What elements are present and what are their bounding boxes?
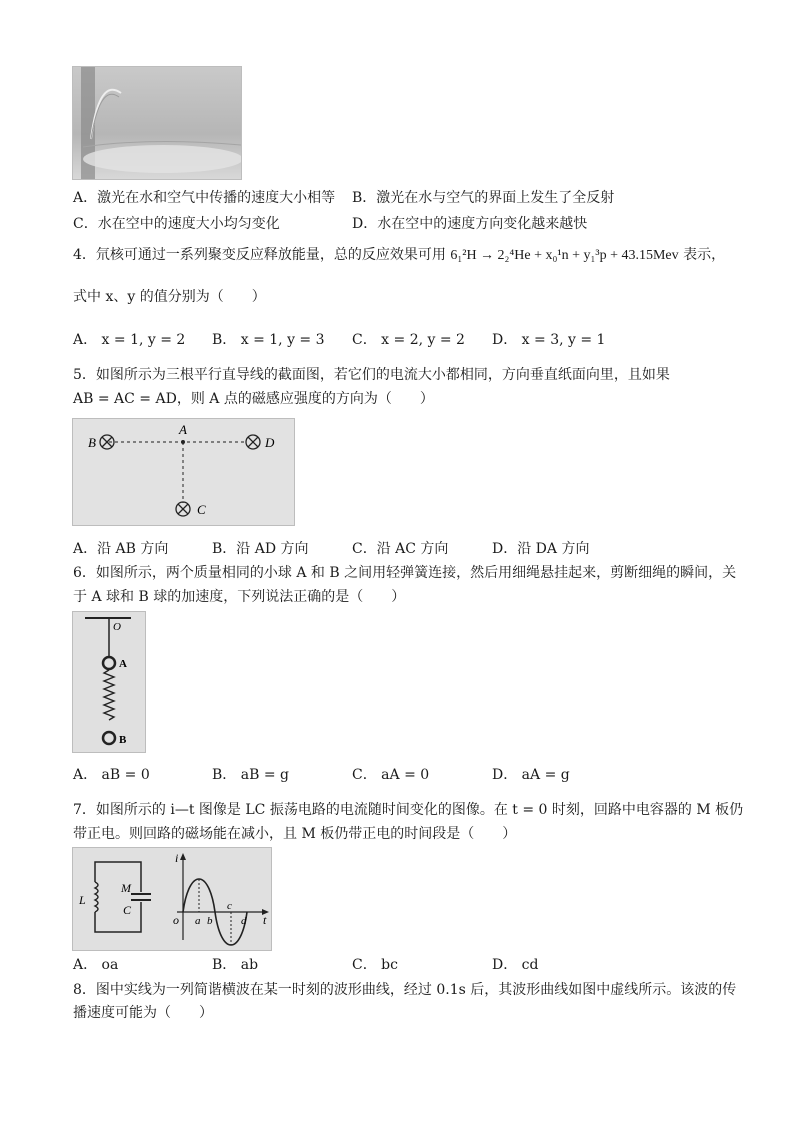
lc-circuit-figure: [72, 847, 272, 951]
q4-stem-part1: 4．氘核可通过一系列聚变反应释放能量，总的反应效果可用: [73, 247, 446, 263]
label-c: C: [123, 903, 132, 917]
laser-water-photo: [72, 66, 242, 180]
q4-option-a: A． x = 1, y = 2: [73, 332, 186, 348]
q6-option-c: C． aA = 0: [352, 767, 430, 783]
point-a: [181, 440, 185, 444]
label-b: b: [207, 915, 213, 927]
q5-option-a: A．沿 AB 方向: [73, 541, 169, 557]
q5-option-c: C．沿 AC 方向: [352, 541, 449, 557]
laser-water-photo-drawing: [73, 67, 241, 179]
q5-stem-line2: AB = AC = AD，则 A 点的磁感应强度的方向为（ ）: [73, 391, 434, 407]
label-b: B: [88, 435, 96, 450]
wire-d-icon: [246, 435, 260, 449]
label-t: t: [263, 913, 267, 927]
wire-c-icon: [176, 502, 190, 516]
q4-option-c: C． x = 2, y = 2: [352, 332, 465, 348]
q3-option-d: D．水在空中的速度方向变化越来越快: [352, 216, 588, 232]
q4-option-d: D． x = 3, y = 1: [492, 332, 606, 348]
q6-option-a: A． aB = 0: [73, 767, 150, 783]
q3-option-c: C．水在空中的速度大小均匀变化: [73, 216, 280, 232]
lc-circuit-diagram: [73, 848, 271, 950]
label-c-point: c: [227, 900, 232, 912]
spring-balls-figure: [72, 611, 146, 753]
q7-option-b: B． ab: [212, 957, 259, 973]
q6-option-d: D． aA = g: [492, 767, 570, 783]
label-o: o: [173, 913, 179, 927]
q6-stem-line1: 6．如图所示，两个质量相同的小球 A 和 B 之间用轻弹簧连接，然后用细绳悬挂起来，剪断细绳的瞬间，关: [73, 565, 737, 581]
label-d: D: [265, 435, 275, 450]
label-m: M: [121, 881, 131, 895]
label-c: C: [197, 502, 206, 517]
label-o: O: [113, 621, 121, 633]
q4-equation: 6₁²H → 2₂⁴He + x₀¹n + y₁³p + 43.15Mev: [450, 248, 679, 263]
ball-b: [103, 732, 115, 744]
spring: [104, 670, 114, 720]
label-b: B: [119, 734, 127, 746]
q3-option-b: B．激光在水与空气的界面上发生了全反射: [352, 190, 615, 206]
label-l: L: [79, 893, 86, 907]
label-i: i: [175, 851, 179, 865]
q7-stem-line2: 带正电。则回路的磁场能在减小，且 M 板仍带正电的时间段是（ ）: [73, 826, 517, 842]
ball-a: [103, 657, 115, 669]
q3-option-a: A．激光在水和空气中传播的速度大小相等: [73, 190, 336, 206]
q4-stem: [73, 245, 725, 266]
wires-cross-section-figure: [72, 418, 295, 526]
q5-stem-line1: 5．如图所示为三根平行直导线的截面图，若它们的电流大小都相同，方向垂直纸面向里，且如果: [73, 367, 670, 383]
q4-stem-line2: 式中 x、y 的值分别为（ ）: [73, 289, 266, 305]
q5-option-d: D．沿 DA 方向: [492, 541, 590, 557]
q7-option-c: C． bc: [352, 957, 398, 973]
label-d: d: [241, 915, 247, 927]
q8-stem-line1: 8．图中实线为一列简谐横波在某一时刻的波形曲线，经过 0.1s 后，其波形曲线如图中虚线所示。该波的传: [73, 982, 737, 998]
q6-stem-line2: 于 A 球和 B 球的加速度，下列说法正确的是（ ）: [73, 589, 406, 605]
spring-balls-diagram: [73, 612, 145, 752]
wires-diagram: [73, 419, 294, 525]
q4-stem-part2: 表示，: [683, 247, 726, 263]
q5-option-b: B．沿 AD 方向: [212, 541, 309, 557]
q7-option-a: A． oa: [73, 957, 119, 973]
q7-stem-line1: 7．如图所示的 i—t 图像是 LC 振荡电路的电流随时间变化的图像。在 t = 0 时刻，回路中电容器的 M 板仍: [73, 802, 744, 818]
q7-option-d: D． cd: [492, 957, 539, 973]
label-a: A: [179, 422, 187, 437]
label-a: A: [119, 658, 127, 670]
label-a: a: [195, 915, 201, 927]
q4-option-b: B． x = 1, y = 3: [212, 332, 325, 348]
q6-option-b: B． aB = g: [212, 767, 289, 783]
q8-stem-line2: 播速度可能为（ ）: [73, 1005, 213, 1021]
